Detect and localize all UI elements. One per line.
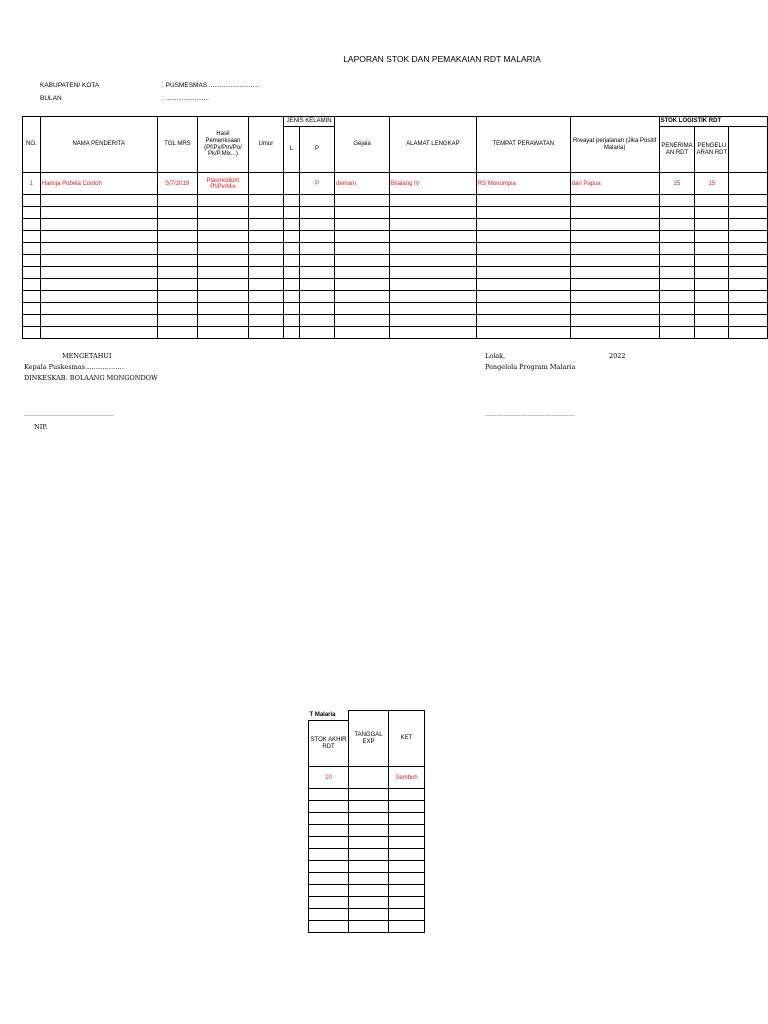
empty-cell [335,195,390,207]
empty-cell [23,207,41,219]
empty-cell [476,207,570,219]
empty-cell [284,255,300,267]
empty-cell [570,219,659,231]
empty-cell [248,231,283,243]
table-row [309,849,425,861]
empty-cell [284,267,300,279]
empty-cell [198,231,249,243]
bulan-value: : ........................ [162,95,209,102]
empty-cell [659,267,695,279]
col-jenis-kelamin-header: JENIS KELAMIN [284,117,335,127]
empty-cell [659,195,695,207]
empty-cell [40,207,157,219]
empty-cell [349,861,389,873]
empty-cell [476,267,570,279]
empty-cell [309,789,349,801]
empty-cell [389,897,425,909]
empty-cell [570,327,659,339]
empty-cell [659,279,695,291]
table-row [309,861,425,873]
empty-cell [659,327,695,339]
empty-cell [389,873,425,885]
empty-cell [389,219,476,231]
empty-cell [299,243,334,255]
empty-cell [476,255,570,267]
cell-umur [248,173,283,195]
empty-cell [23,267,41,279]
cell-pengeluaran: 15 [695,173,729,195]
empty-cell [695,327,729,339]
empty-cell [729,255,768,267]
empty-cell [309,921,349,933]
table-row [23,195,768,207]
bulan-label: BULAN [40,95,62,102]
table-row [309,789,425,801]
dinkes-label: DINKESKAB. BOLAANG MONGONDOW [24,374,158,382]
empty-cell [309,837,349,849]
col-gejala-header: Gejala [335,117,390,173]
table-row [23,315,768,327]
col-hasil-header: Hasil Pemeriksaan (Pf/Pv/Pm/Po/ Pk/P.Mix...) [198,117,249,173]
empty-cell [309,873,349,885]
empty-cell [309,909,349,921]
cell-l [284,173,300,195]
empty-cell [198,243,249,255]
col-l-header: L [284,127,300,173]
empty-cell [695,207,729,219]
empty-cell [248,207,283,219]
empty-cell [389,267,476,279]
empty-cell [335,255,390,267]
empty-cell [40,315,157,327]
place-label: Lolak, [485,352,506,360]
empty-cell [157,207,197,219]
empty-cell [389,921,425,933]
col-stok-akhir-header-cont: STOK AKHIR RDT [309,721,349,767]
empty-cell [695,303,729,315]
report-table [22,116,768,339]
empty-cell [389,315,476,327]
empty-cell [309,825,349,837]
table-row [309,813,425,825]
empty-cell [349,813,389,825]
empty-cell [248,195,283,207]
empty-cell [659,255,695,267]
empty-cell [23,255,41,267]
table-row [309,767,425,789]
empty-cell [659,291,695,303]
empty-cell [729,231,768,243]
cell-hasil: Plasmodium Pf/Pv/Mix [198,173,249,195]
empty-cell [198,267,249,279]
empty-cell [23,327,41,339]
empty-cell [157,267,197,279]
empty-cell [157,303,197,315]
empty-cell [389,801,425,813]
empty-cell [389,327,476,339]
table-row [309,921,425,933]
empty-cell [349,825,389,837]
table-row [309,825,425,837]
pengelola-label: Pengelola Program Malaria [485,363,576,371]
empty-cell [248,315,283,327]
empty-cell [695,195,729,207]
empty-cell [570,243,659,255]
empty-cell [335,327,390,339]
empty-cell [389,279,476,291]
empty-cell [570,207,659,219]
empty-cell [299,255,334,267]
empty-cell [659,243,695,255]
cell-nama: Hamija Pobela Contoh [40,173,157,195]
empty-cell [729,291,768,303]
empty-cell [284,303,300,315]
empty-cell [659,315,695,327]
empty-cell [476,303,570,315]
main-table-clip [0,0,768,340]
empty-cell [570,279,659,291]
table-row [23,327,768,339]
empty-cell [299,327,334,339]
empty-cell [299,291,334,303]
empty-cell [389,849,425,861]
empty-cell [40,195,157,207]
empty-cell [248,303,283,315]
empty-cell [570,291,659,303]
empty-cell [248,291,283,303]
empty-cell [389,195,476,207]
cell-tanggal-exp [349,767,389,789]
col-tempat-header: TEMPAT PERAWATAN [476,117,570,173]
empty-cell [695,243,729,255]
empty-cell [335,303,390,315]
empty-cell [284,315,300,327]
empty-cell [335,279,390,291]
empty-cell [299,315,334,327]
table-row [309,873,425,885]
empty-cell [23,291,41,303]
empty-cell [309,897,349,909]
empty-cell [476,195,570,207]
empty-cell [389,243,476,255]
empty-cell [389,861,425,873]
empty-cell [284,291,300,303]
cont-header-cut: T Malaria [309,711,349,721]
table-row [23,279,768,291]
mengetahui-label: MENGETAHUI [62,352,112,360]
empty-cell [23,195,41,207]
left-signature-line: ……………………………………… [24,412,114,418]
empty-cell [476,231,570,243]
table-row [309,897,425,909]
empty-cell [23,243,41,255]
empty-cell [729,279,768,291]
col-umur-header: Umur [248,117,283,173]
right-signature-line: ……………………………………… [485,412,575,418]
empty-cell [349,909,389,921]
table-row [309,801,425,813]
empty-cell [570,315,659,327]
cell-riwayat: dari Papua [570,173,659,195]
empty-cell [389,207,476,219]
empty-cell [198,195,249,207]
empty-cell [476,219,570,231]
col-tgl-header: TGL MRS [157,117,197,173]
empty-cell [198,207,249,219]
empty-cell [389,885,425,897]
empty-cell [284,279,300,291]
report-title: LAPORAN STOK DAN PEMAKAIAN RDT MALARIA [343,54,541,64]
empty-cell [157,279,197,291]
empty-cell [389,303,476,315]
empty-cell [729,207,768,219]
empty-cell [284,327,300,339]
table-row [23,219,768,231]
cell-tempat: RS Monompia [476,173,570,195]
empty-cell [659,207,695,219]
empty-cell [335,243,390,255]
empty-cell [198,291,249,303]
table-row [23,267,768,279]
empty-cell [349,849,389,861]
empty-cell [157,243,197,255]
empty-cell [729,267,768,279]
empty-cell [299,207,334,219]
empty-cell [248,327,283,339]
table-row [23,207,768,219]
empty-cell [284,207,300,219]
empty-cell [570,255,659,267]
empty-cell [40,219,157,231]
col-pengeluaran-header: PENGELU ARAN RDT [695,127,729,173]
empty-cell [40,279,157,291]
empty-cell [335,267,390,279]
table-row [23,243,768,255]
cell-alamat: Bilalang IV [389,173,476,195]
col-no-header: NO. [23,117,41,173]
empty-cell [284,219,300,231]
empty-cell [157,195,197,207]
empty-cell [309,801,349,813]
empty-cell [476,315,570,327]
empty-cell [389,909,425,921]
empty-cell [198,279,249,291]
col-alamat-header: ALAMAT LENGKAP [389,117,476,173]
table-row [23,291,768,303]
empty-cell [659,303,695,315]
empty-cell [476,291,570,303]
empty-cell [157,255,197,267]
empty-cell [389,825,425,837]
empty-cell [389,291,476,303]
empty-cell [284,243,300,255]
empty-cell [476,327,570,339]
empty-cell [349,789,389,801]
empty-cell [157,327,197,339]
empty-cell [23,303,41,315]
cell-gejala: demam [335,173,390,195]
empty-cell [309,861,349,873]
year-label: 2022 [609,352,626,360]
empty-cell [389,255,476,267]
empty-cell [570,231,659,243]
empty-cell [40,231,157,243]
empty-cell [299,219,334,231]
empty-cell [729,303,768,315]
empty-cell [23,219,41,231]
kepala-puskesmas-label: Kepala Puskesmas……………… [24,363,124,371]
empty-cell [695,315,729,327]
col-nama-header: NAMA PENDERITA [40,117,157,173]
col-stok-akhir-header [729,127,768,173]
col-stok-logistik-header: STOK LOGISTIK RDT [659,117,767,127]
table-row [23,255,768,267]
empty-cell [335,231,390,243]
empty-cell [335,219,390,231]
cell-tgl: 5/7/2019 [157,173,197,195]
empty-cell [299,303,334,315]
empty-cell [248,243,283,255]
table-row [23,173,768,195]
empty-cell [40,255,157,267]
empty-cell [157,315,197,327]
col-p-header: P [299,127,334,173]
empty-cell [299,231,334,243]
continuation-table [308,710,425,933]
empty-cell [389,789,425,801]
empty-cell [695,291,729,303]
table-row [23,231,768,243]
empty-cell [335,207,390,219]
empty-cell [40,327,157,339]
empty-cell [40,243,157,255]
empty-cell [729,219,768,231]
empty-cell [198,255,249,267]
col-tanggal-exp-header: TANGGAL EXP [349,711,389,767]
empty-cell [476,243,570,255]
empty-cell [40,267,157,279]
empty-cell [248,219,283,231]
empty-cell [349,885,389,897]
empty-cell [389,837,425,849]
empty-cell [729,243,768,255]
empty-cell [695,267,729,279]
empty-cell [729,327,768,339]
empty-cell [284,195,300,207]
empty-cell [23,231,41,243]
empty-cell [570,195,659,207]
table-row [309,885,425,897]
empty-cell [335,315,390,327]
empty-cell [695,255,729,267]
cell-p: P [299,173,334,195]
empty-cell [349,921,389,933]
table-row [309,909,425,921]
cell-stok-akhir [729,173,768,195]
kabupaten-value: : PUSMESMAS ............................ [162,82,260,89]
cell-stok-akhir-cont: 10 [309,767,349,789]
empty-cell [23,315,41,327]
empty-cell [729,315,768,327]
cell-ket: Sembuh [389,767,425,789]
empty-cell [40,303,157,315]
empty-cell [309,885,349,897]
empty-cell [248,279,283,291]
col-ket-header: KET [389,711,425,767]
empty-cell [198,327,249,339]
empty-cell [570,303,659,315]
empty-cell [659,219,695,231]
empty-cell [335,291,390,303]
empty-cell [299,195,334,207]
table-row [23,303,768,315]
empty-cell [389,813,425,825]
empty-cell [349,873,389,885]
nip-label: NIP. [34,423,48,431]
empty-cell [299,279,334,291]
kabupaten-label: KABUPATEN/ KOTA [40,82,100,89]
empty-cell [198,315,249,327]
empty-cell [248,255,283,267]
col-riwayat-header: Riwayat perjalanan (Jika Positif Malaria) [570,117,659,173]
table-row [309,837,425,849]
empty-cell [284,231,300,243]
empty-cell [23,279,41,291]
empty-cell [349,837,389,849]
empty-cell [40,291,157,303]
empty-cell [157,219,197,231]
empty-cell [248,267,283,279]
empty-cell [695,279,729,291]
empty-cell [570,267,659,279]
empty-cell [309,849,349,861]
empty-cell [299,267,334,279]
empty-cell [349,897,389,909]
cell-no: 1 [23,173,41,195]
empty-cell [157,291,197,303]
cell-penerimaan: 25 [659,173,695,195]
empty-cell [198,219,249,231]
empty-cell [309,813,349,825]
empty-cell [695,231,729,243]
empty-cell [659,231,695,243]
empty-cell [729,195,768,207]
empty-cell [389,231,476,243]
col-penerimaan-header: PENERIMA AN RDT [659,127,695,173]
empty-cell [476,279,570,291]
empty-cell [157,231,197,243]
empty-cell [695,219,729,231]
empty-cell [349,801,389,813]
empty-cell [198,303,249,315]
